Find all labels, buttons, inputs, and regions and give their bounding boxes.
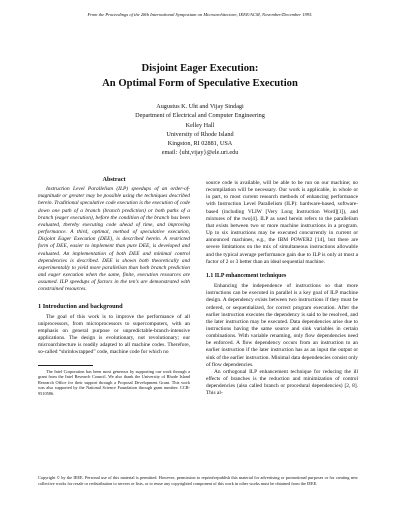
footnote-text: The Intel Corporation has been most generous by supporting our work through a grant from the Intel Research Council. We also thank the University of Rhode Island Research Office for their support through a Proposal Development Grant. This work was also supported by the National Science Foundation through grant number: CCR-9510586. [38,368,190,396]
intro-paragraph: The goal of this work is to improve the performance of all uniprocessors, from microprocessors to supercomputers, with an emphasis on general purpose or unpredictable-branch-intensive applications. The design is evolutionary, not revolutionary; our microarchitecture is readily adapted to all machine codes. Therefore, so-called “shrinkwrapped” code, machine code for which no [38,313,190,356]
right-column [206,180,358,398]
left-column [38,176,190,397]
author-building: Kelley Hall [185,121,215,129]
right-paragraph-2: Enhancing the independence of instructions so that more instructions can be executed in parallel is a key goal of ILP machine design. A dependency exists between two instructions if they must be ordered, or sequentialized, for correct program execution. After the earlier instruction executes the dependency is said to be resolved, and the later instruction may be executed. Data dependencies arise due to instructions having the same source and sink variables in certain combinations. With variable renaming, only flow dependencies need be enforced. A flow dependency occurs from an instruction to an earlier instruction if the later instruction has as an input the output or sink of the earlier instruction. Minimal data dependencies consist only of flow dependencies. [206,283,358,368]
abstract-text: Instruction Level Parallelism (ILP) speedups of an order-of-magnitude or greater may be possible using the techniques described herein. Traditional speculative code execution is the execution of code down one path of a branch (branch prediction) or both paths of a branch (eager execution), before the condition of the branch has been evaluated, thereby executing code ahead of time, and improving performance. A third, optimal, method of speculative execution, Disjoint Eager Execution (DEE), is described herein. A restricted form of DEE, easier to implement than pure DEE, is developed and evaluated. An implementation of both DEE and minimal control dependencies is described. DEE is shown both theoretically and experimentally to yield more parallelism than both branch prediction and eager execution when the same, finite, execution resources are assumed. ILP speedups of factors in the ten’s are demonstrated with constrained resources. [38,186,190,293]
title-line-1: Disjoint Eager Execution: [141,63,259,74]
author-department: Department of Electrical and Computer Engineering [135,112,265,120]
section-heading-intro: 1 Introduction and background [38,302,123,310]
footnote-divider [38,365,93,366]
author-email: email: {uht,vijay}@ele.uri.edu [161,149,239,157]
author-block [40,102,360,158]
right-paragraph-3: An orthogonal ILP enhancement technique for reducing the ill effects of branches is the reduction and minimization of control dependencies (also called branch or procedural dependencies) [2, 8]. This al- [206,368,358,397]
subsection-heading-ilp: 1.1 ILP enhancement techniques [206,272,287,279]
author-university: University of Rhode Island [166,130,234,138]
author-names: Augustus K. Uht and Vijay Sindagi [156,103,244,110]
right-paragraph-1: source code is available, will be able to be run on our machine; no recompilation will be necessary. Our work is applicable, in whole or in part, to most current research methods of enhancing performance with Instruction Level Parallelism (ILP): hardware-based, software-based (including VLIW [Very Long Instruction Word][1]), and mixtures of the two[4]. ILP as used herein refers to the parallelism that exists between two or more machine instructions in a program. Up to six instructions may be executed concurrently in current or announced machines, e.g., the IBM POWER2 [14], but there are severe limitations on the mix of simultaneous instructions allowable and the typical average performance gain due to ILP is only at most a factor of 2 or 3 better than an ideal sequential machine. [206,180,358,265]
title-line-2: An Optimal Form of Speculative Execution [102,77,298,89]
proceedings-note: From the Proceedings of the 28th International Symposium on Microarchitecture, IEEE/ACM, November/December 1995. [87,12,313,17]
paper-title [40,62,360,91]
copyright-notice: Copyright © by the IEEE. Personal use of this material is permitted. However, permission to reprint/republish this material for advertising or promotional purposes or for creating new collective works for resale or redistribution to servers or lists, or to reuse any copyrighted component of this work in other works must be obtained from the IEEE. [38,475,358,486]
abstract-heading: Abstract [102,176,126,183]
author-city: Kingston, RI 02881, USA [167,140,233,148]
